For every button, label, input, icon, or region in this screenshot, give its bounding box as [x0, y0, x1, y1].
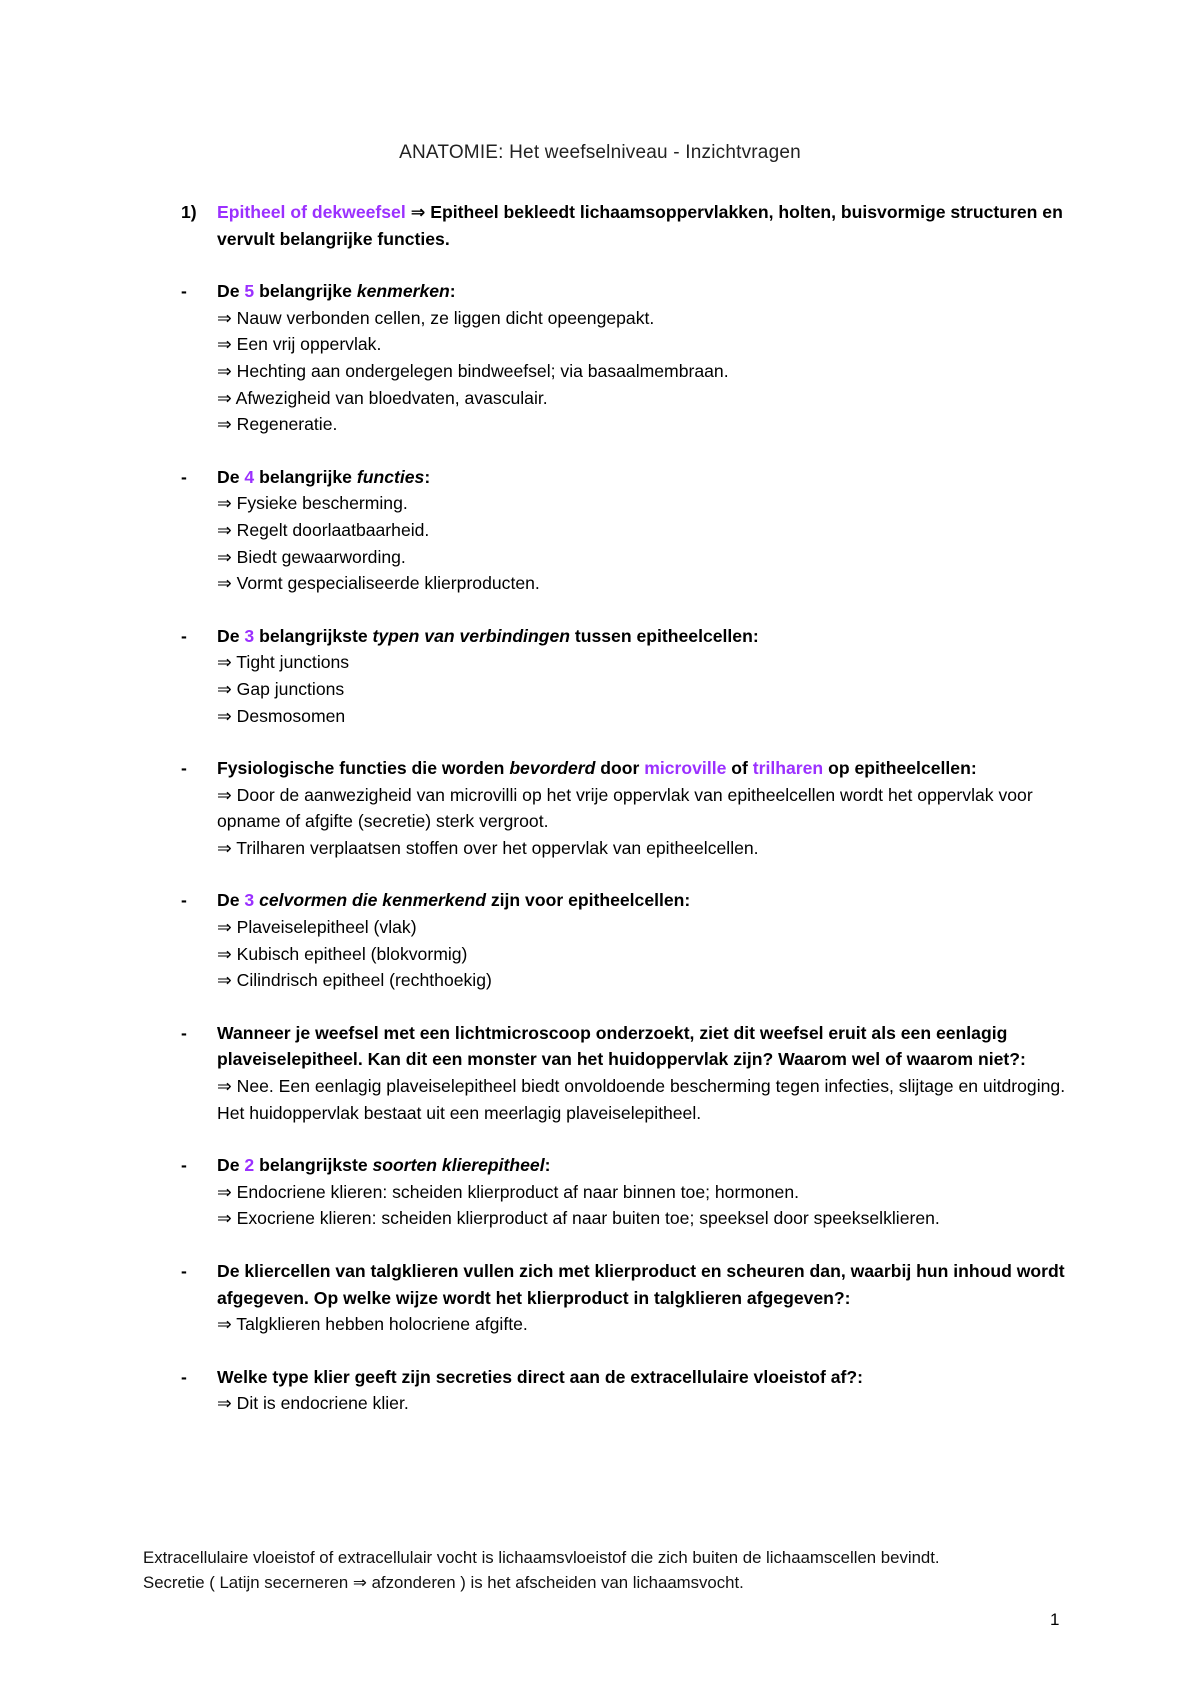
- section-item: [181, 464, 1071, 597]
- heading-text: tussen epitheelcellen:: [569, 625, 759, 646]
- section-list: [181, 278, 1071, 1417]
- emphasized-term: typen van verbindingen: [372, 625, 570, 646]
- bullet-dash: -: [181, 1022, 187, 1043]
- answer-line: ⇒ Vormt gespecialiseerde klierproducten.: [217, 573, 540, 594]
- footnote: [143, 1545, 1103, 1595]
- question-number: 1): [181, 202, 197, 222]
- answer-line: ⇒ Dit is endocriene klier.: [217, 1393, 409, 1414]
- answer-line: ⇒ Biedt gewaarwording.: [217, 546, 406, 567]
- section-heading: [217, 755, 1071, 782]
- heading-text: belangrijke: [254, 281, 357, 302]
- heading-text: Fysiologische functies die worden: [217, 758, 510, 779]
- section-heading: [217, 278, 1071, 305]
- highlighted-term: microville: [644, 758, 727, 779]
- heading-text: belangrijke: [254, 466, 357, 487]
- bullet-dash: -: [181, 466, 187, 487]
- answer-line: ⇒ Fysieke bescherming.: [217, 493, 408, 514]
- bullet-dash: -: [181, 758, 187, 779]
- answer-line: ⇒ Regelt doorlaatbaarheid.: [217, 519, 430, 540]
- heading-text: op epitheelcellen:: [823, 758, 977, 779]
- answer-line: ⇒ Desmosomen: [217, 705, 346, 726]
- heading-text: De: [217, 1155, 245, 1176]
- bullet-dash: -: [181, 890, 187, 911]
- answer-line: ⇒ Een vrij oppervlak.: [217, 334, 382, 355]
- section-heading: [217, 1258, 1071, 1311]
- bullet-dash: -: [181, 625, 187, 646]
- highlighted-term: 4: [244, 466, 255, 487]
- bullet-dash: -: [181, 1155, 187, 1176]
- section-heading: [217, 464, 1071, 491]
- answer-line: ⇒ Regeneratie.: [217, 414, 338, 435]
- answer-line: ⇒ Nee. Een eenlagig plaveiselepitheel biedt onvoldoende bescherming tegen infecties, slijtage en uitdroging. Het huidoppervlak bestaat uit een meerlagig plaveiselepitheel.: [217, 1076, 1066, 1123]
- page-title: ANATOMIE: Het weefselniveau - Inzichtvragen: [399, 142, 801, 163]
- heading-text: zijn voor epitheelcellen:: [485, 890, 691, 911]
- answer-line: ⇒ Nauw verbonden cellen, ze liggen dicht opeengepakt.: [217, 307, 655, 328]
- highlighted-term: 3: [244, 625, 255, 646]
- answer-line: ⇒ Trilharen verplaatsen stoffen over het oppervlak van epitheelcellen.: [217, 837, 759, 858]
- emphasized-term: soorten klierepitheel: [372, 1155, 545, 1176]
- answer-line: ⇒ Gap junctions: [217, 678, 345, 699]
- section-item: [181, 887, 1071, 993]
- answer-line: ⇒ Plaveiselepitheel (vlak): [217, 917, 417, 938]
- answer-line: ⇒ Exocriene klieren: scheiden klierproduct af naar buiten toe; speeksel door speekselklieren.: [217, 1208, 940, 1229]
- footnote-line-1: Extracellulaire vloeistof of extracellulair vocht is lichaamsvloeistof die zich buiten de lichaamscellen bevindt.: [143, 1548, 940, 1567]
- section-heading: [217, 1152, 1071, 1179]
- heading-text: Wanneer je weefsel met een lichtmicroscoop onderzoekt, ziet dit weefsel eruit als een eenlagig plaveiselepitheel. Kan dit een monster van het huidoppervlak zijn? Waarom wel of waarom niet?:: [217, 1022, 1026, 1070]
- heading-text: belangrijkste: [254, 1155, 373, 1176]
- highlighted-term: trilharen: [752, 758, 824, 779]
- page-number: 1: [1050, 1610, 1060, 1629]
- heading-text: De: [217, 625, 245, 646]
- section-item: [181, 755, 1071, 861]
- section-item: [181, 1364, 1071, 1417]
- heading-text: Welke type klier geeft zijn secreties direct aan de extracellulaire vloeistof af?:: [217, 1366, 864, 1387]
- section-item: [181, 1152, 1071, 1232]
- answer-line: ⇒ Tight junctions: [217, 652, 350, 673]
- document-body: [181, 199, 1071, 1443]
- section-heading: [217, 887, 1071, 914]
- highlighted-term: 5: [244, 281, 255, 302]
- heading-text: :: [424, 466, 431, 487]
- answer-line: ⇒ Cilindrisch epitheel (rechthoekig): [217, 970, 492, 991]
- section-item: [181, 278, 1071, 438]
- section-heading: [217, 1364, 1071, 1391]
- highlighted-term: 2: [244, 1155, 255, 1176]
- heading-text: De: [217, 281, 245, 302]
- question-1-heading: [217, 202, 1063, 249]
- heading-text: of: [726, 758, 753, 779]
- heading-text: De: [217, 466, 245, 487]
- section-item: [181, 1258, 1071, 1338]
- highlighted-term: 3: [244, 890, 255, 911]
- question-1-text: ⇒ Epitheel bekleedt lichaamsoppervlakken, holten, buisvormige structuren en vervult belangrijke functies.: [217, 202, 1063, 249]
- bullet-dash: -: [181, 1261, 187, 1281]
- answer-line: ⇒ Hechting aan ondergelegen bindweefsel; via basaalmembraan.: [217, 360, 729, 381]
- question-1: [181, 199, 1071, 252]
- section-item: [181, 1020, 1071, 1126]
- emphasized-term: functies: [356, 466, 425, 487]
- question-1-term: Epitheel of dekweefsel: [217, 202, 406, 222]
- emphasized-term: bevorderd: [509, 758, 596, 779]
- emphasized-term: celvormen die kenmerkend: [259, 890, 486, 911]
- heading-text: belangrijkste: [254, 625, 373, 646]
- answer-line: ⇒ Afwezigheid van bloedvaten, avasculair.: [217, 387, 548, 408]
- heading-text: :: [449, 281, 456, 302]
- section-item: [181, 623, 1071, 729]
- heading-text: door: [595, 758, 645, 779]
- section-heading: [217, 1020, 1071, 1073]
- section-heading: [217, 623, 1071, 650]
- bullet-dash: -: [181, 281, 187, 302]
- answer-line: ⇒ Door de aanwezigheid van microvilli op het vrije oppervlak van epitheelcellen wordt het oppervlak voor opname of afgifte (secretie) sterk vergroot.: [217, 784, 1033, 832]
- answer-line: ⇒ Kubisch epitheel (blokvormig): [217, 943, 468, 964]
- footnote-line-2: Secretie ( Latijn secerneren ⇒ afzonderen ) is het afscheiden van lichaamsvocht.: [143, 1573, 744, 1592]
- heading-text: De: [217, 890, 245, 911]
- bullet-dash: -: [181, 1366, 187, 1387]
- answer-line: ⇒ Endocriene klieren: scheiden klierproduct af naar binnen toe; hormonen.: [217, 1181, 800, 1202]
- emphasized-term: kenmerken: [356, 281, 450, 302]
- heading-text: :: [544, 1155, 551, 1176]
- heading-text: De kliercellen van talgklieren vullen zich met klierproduct en scheuren dan, waarbij hun inhoud wordt afgegeven. Op welke wijze wordt het klierproduct in talgklieren afgegeven?:: [217, 1261, 1065, 1308]
- answer-line: ⇒ Talgklieren hebben holocriene afgifte.: [217, 1314, 528, 1335]
